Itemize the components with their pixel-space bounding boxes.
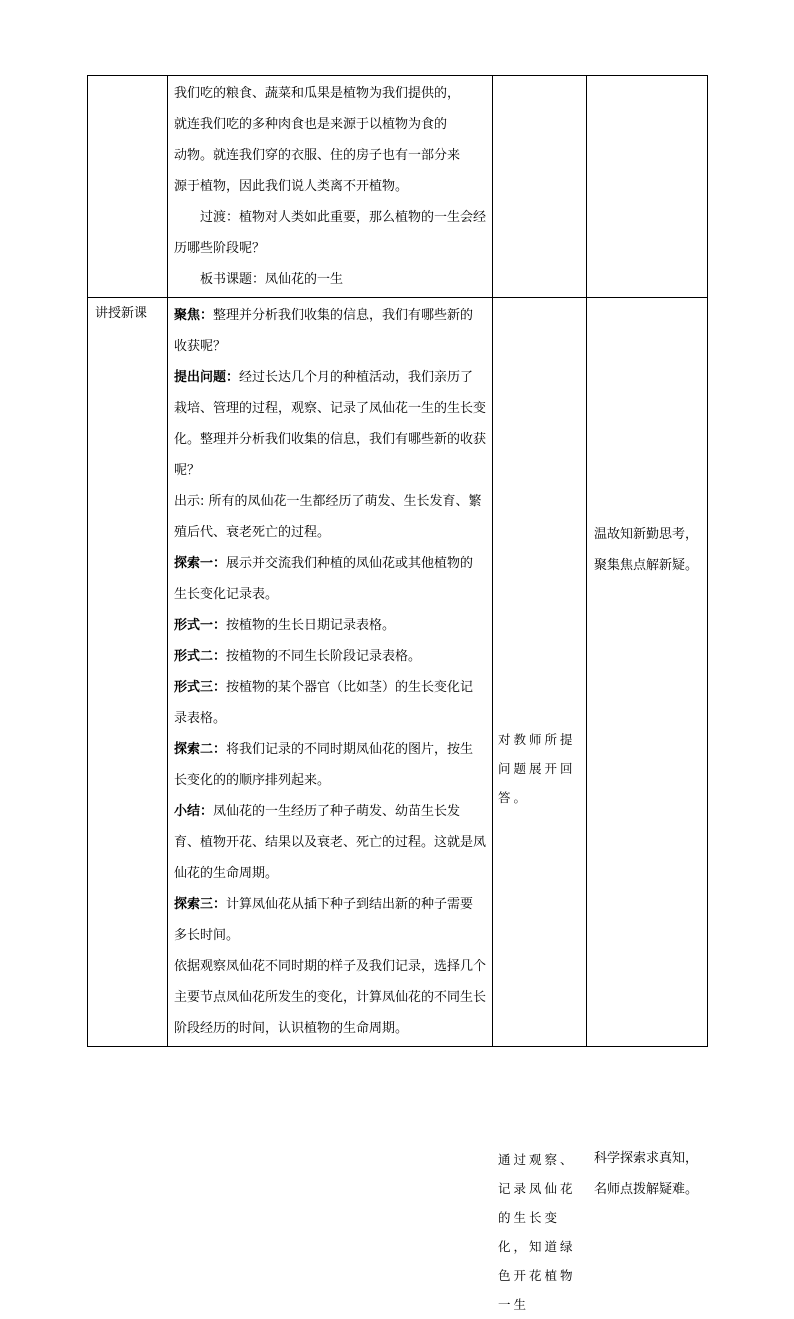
focus-paragraph (174, 300, 486, 362)
transition-text: 过渡：植物对人类如此重要，那么植物的一生会经历哪些阶段呢？ (174, 210, 487, 256)
form2-paragraph (174, 641, 486, 672)
design-intent-text: 温故知新勤思考，聚集焦点解新疑。 (594, 527, 699, 573)
explore2-label: 探索二： (174, 742, 227, 757)
question-label: 提出问题： (174, 370, 240, 385)
question-text: 经过长达几个月的种植活动，我们亲历了栽培、管理的过程，观察、记录了凤仙花一生的生长变化。整理并分析我们收集的信息，我们有哪些新的收获呢？ (174, 370, 487, 478)
student-activity-cell (493, 298, 587, 1312)
summary-label: 小结： (174, 804, 214, 819)
design-intent-text: 科学探索求真知，名师点拨解疑难。 (594, 1151, 699, 1197)
summary-paragraph (174, 796, 486, 889)
table-row (88, 76, 708, 298)
content-line: 我们吃的粮食、蔬菜和瓜果是植物为我们提供的， (174, 86, 461, 101)
show-text: 出示: 所有的凤仙花一生都经历了萌发、生长发育、繁殖后代、衰老死亡的过程。 (174, 494, 482, 540)
explore2-text: 将我们记录的不同时期凤仙花的图片，按生长变化的的顺序排列起来。 (174, 742, 474, 788)
form1-label: 形式一： (174, 618, 227, 633)
focus-label: 聚焦： (174, 308, 214, 323)
stage-cell (88, 298, 168, 1047)
form1-paragraph (174, 610, 486, 641)
summary-text: 凤仙花的一生经历了种子萌发、幼苗生长发育、植物开花、结果以及衰老、死亡的过程。这就是凤仙花的生命周期。 (174, 804, 487, 881)
form3-paragraph (174, 672, 486, 734)
explore1-label: 探索一： (174, 556, 227, 571)
form2-text: 按植物的不同生长阶段记录表格。 (226, 649, 422, 664)
lesson-plan-table (87, 75, 708, 1312)
form3-text: 按植物的某个器官（比如茎）的生长变化记录表格。 (174, 680, 474, 726)
basis-text: 依据观察凤仙花不同时期的样子及我们记录，选择几个主要节点凤仙花所发生的变化，计算凤仙花的不同生长阶段经历的时间，认识植物的生命周期。 (174, 959, 487, 1036)
teacher-activity-cell (168, 298, 493, 1047)
student-activity-cell (493, 76, 587, 298)
teacher-activity-cell (168, 76, 493, 298)
content-line: 源于植物，因此我们说人类离不开植物。 (174, 179, 409, 194)
design-intent-cell (587, 76, 708, 298)
table-row (88, 298, 708, 1047)
board-title-text: 板书课题：凤仙花的一生 (200, 272, 344, 287)
form3-label: 形式三： (174, 680, 227, 695)
explore3-paragraph (174, 889, 486, 951)
question-paragraph (174, 362, 486, 486)
stage-label: 讲授新课 (95, 306, 148, 321)
explore3-label: 探索三： (174, 897, 227, 912)
explore3-text: 计算凤仙花从插下种子到结出新的种子需要多长时间。 (174, 897, 474, 943)
student-activity-text: 对教师所提问题展开回答。 (498, 732, 576, 805)
explore2-paragraph (174, 734, 486, 796)
content-line: 就连我们吃的多种肉食也是来源于以植物为食的 (174, 117, 448, 132)
form2-label: 形式二： (174, 649, 227, 664)
content-line: 动物。就连我们穿的衣服、住的房子也有一部分来 (174, 148, 461, 163)
form1-text: 按植物的生长日期记录表格。 (226, 618, 396, 633)
stage-cell (88, 76, 168, 298)
design-intent-cell (587, 298, 708, 1197)
explore1-text: 展示并交流我们种植的凤仙花或其他植物的生长变化记录表。 (174, 556, 474, 602)
stage-label (88, 76, 167, 82)
student-activity-text: 通过观察、记录凤仙花的生长变化，知道绿色开花植物一生 (498, 1152, 576, 1312)
focus-text: 整理并分析我们收集的信息，我们有哪些新的收获呢？ (174, 308, 474, 354)
explore1-paragraph (174, 548, 486, 610)
